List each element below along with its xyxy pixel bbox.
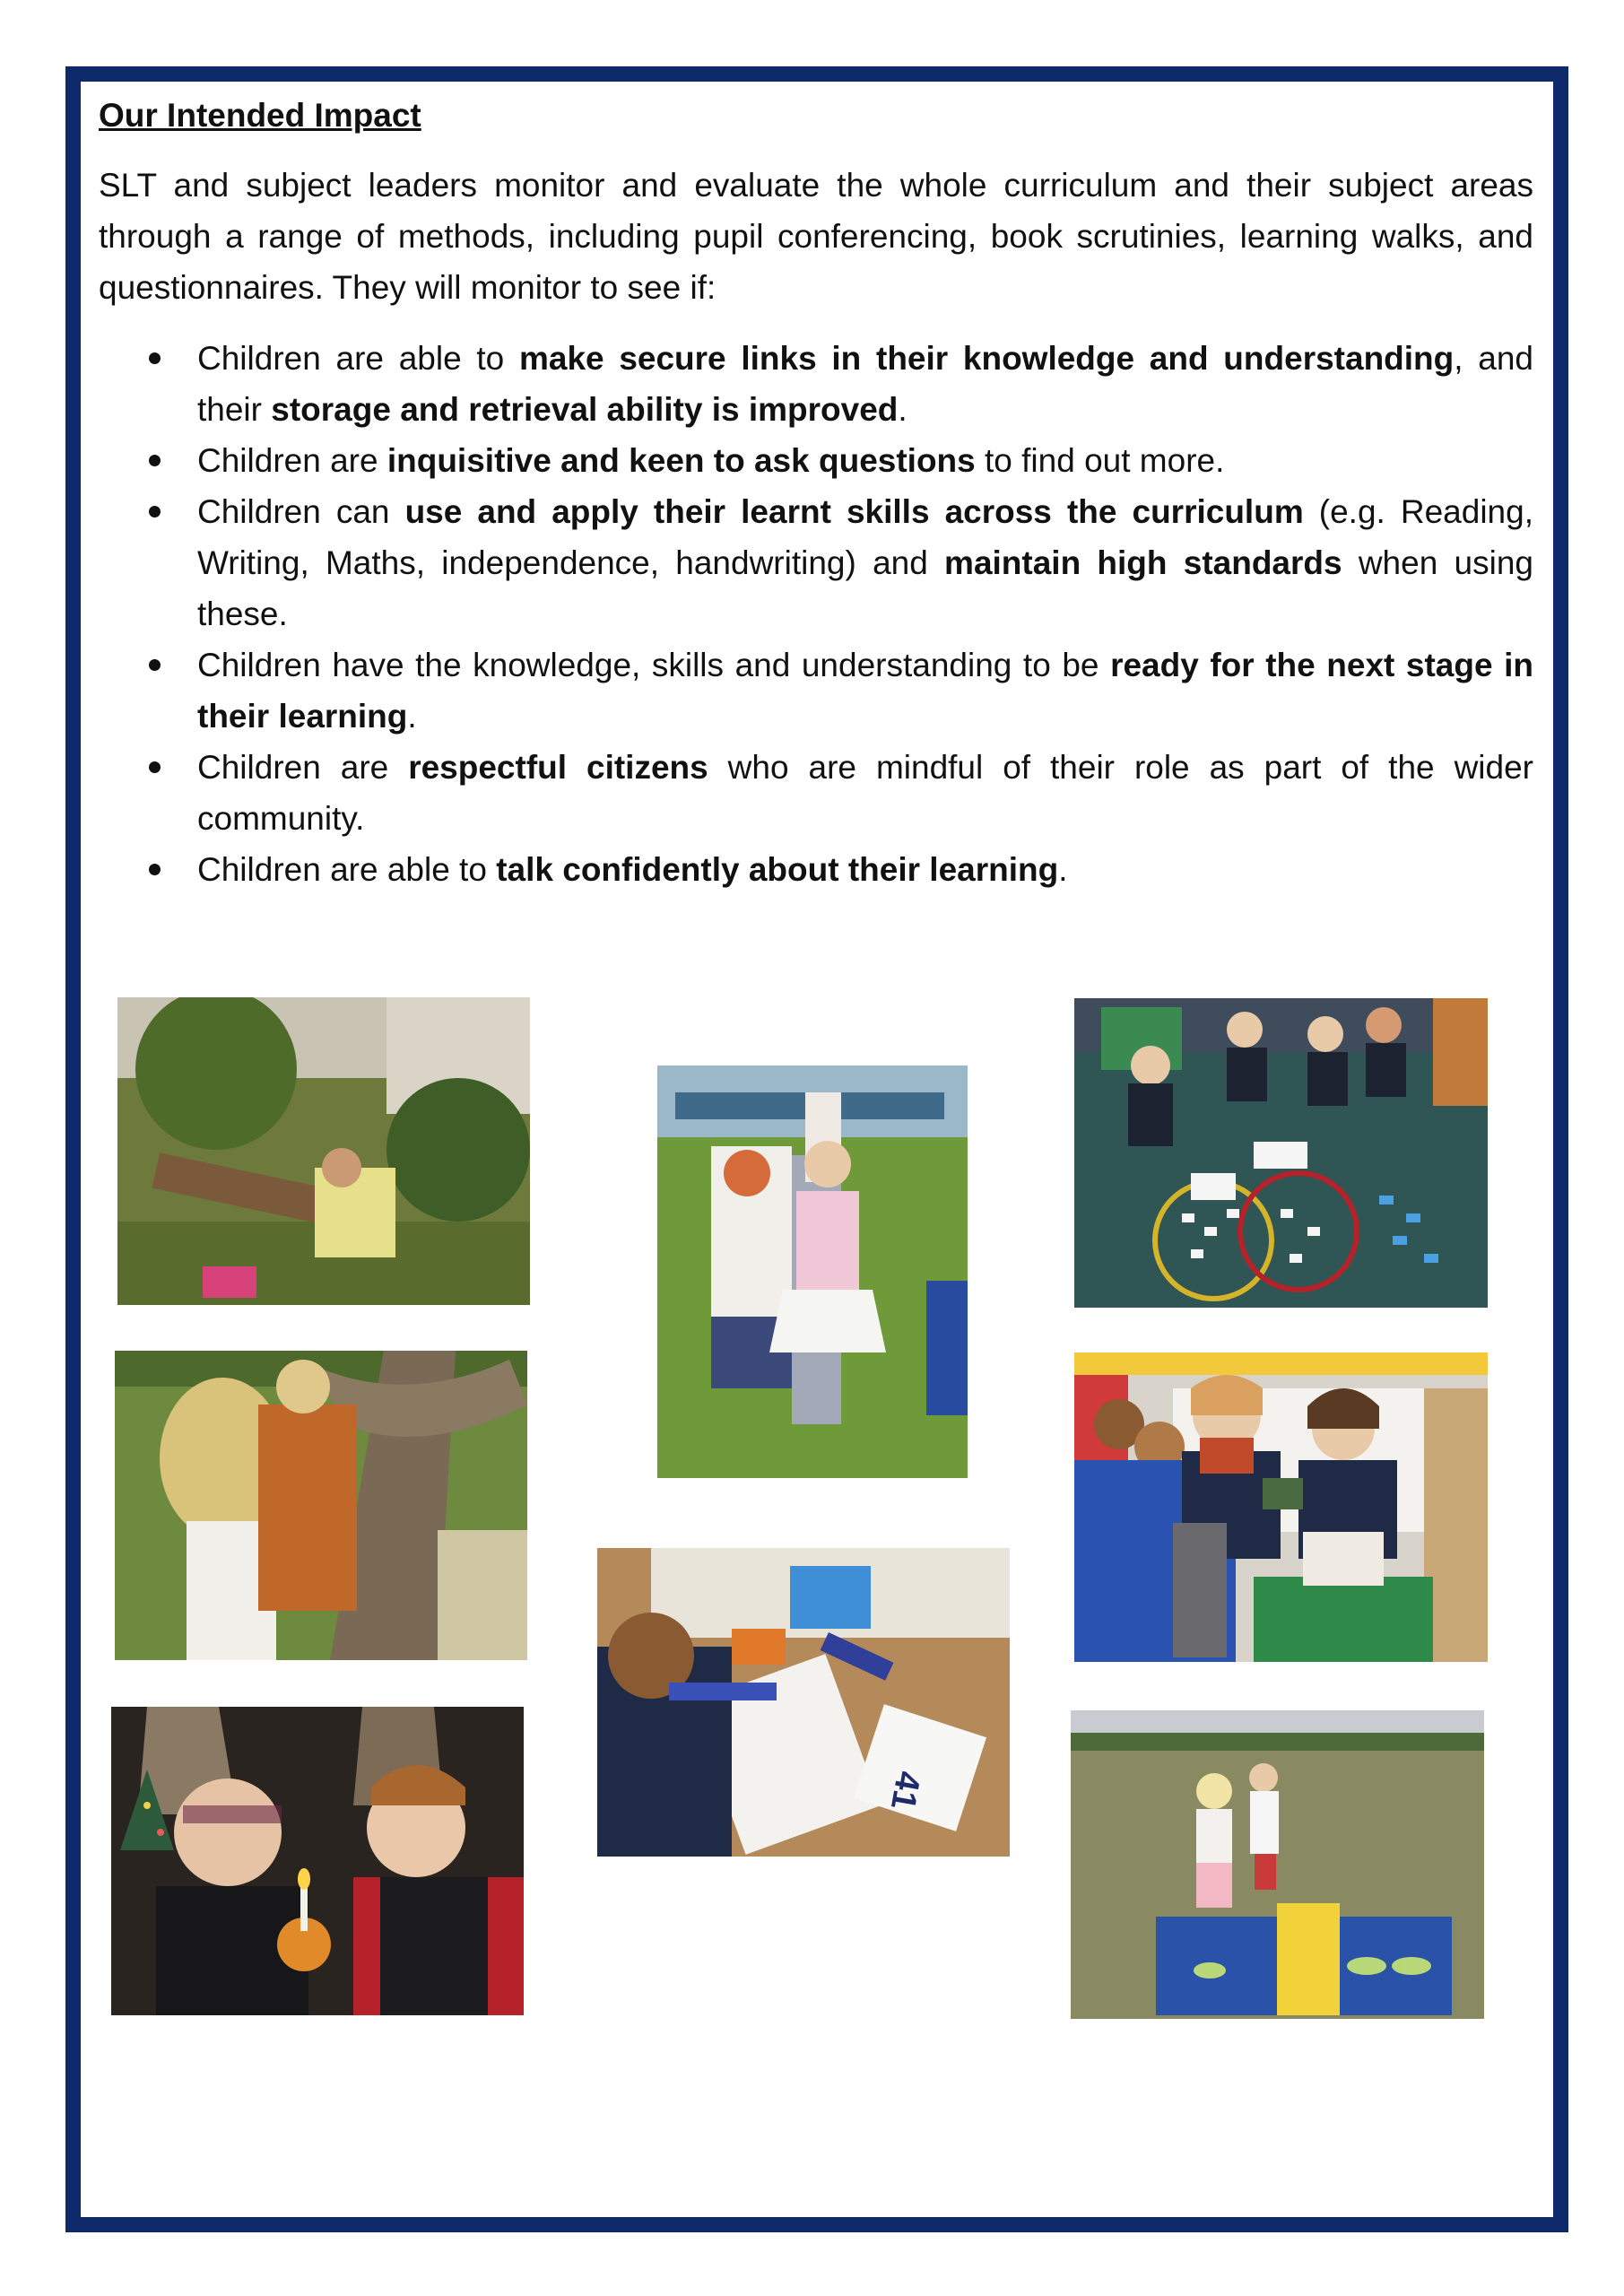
intro-paragraph: SLT and subject leaders monitor and evaluate the whole curriculum and their subject areas through a range of methods, including pupil conferencing, book scrutinies, learning walks, and questionnaires. They will monitor to see if: (99, 167, 1533, 306)
impact-list (99, 333, 1533, 895)
photo-maths-table (597, 1548, 1010, 1857)
bullet-icon (149, 761, 161, 773)
bullet-icon (149, 352, 161, 364)
impact-item: Children are able to make secure links in their knowledge and understanding, and their storage and retrieval ability is improved. (99, 333, 1533, 435)
photo-garden-planting (117, 997, 530, 1305)
section-heading: Our Intended Impact (99, 97, 421, 134)
photo-reading-corner (1074, 1352, 1488, 1662)
photo-playground-dancing (657, 1065, 968, 1478)
impact-item: Children have the knowledge, skills and understanding to be ready for the next stage in their learning. (99, 639, 1533, 742)
photo-candle-service (111, 1707, 524, 2015)
bullet-icon (149, 506, 161, 517)
photo-sorting-hoops (1074, 998, 1488, 1308)
photo-tree-bark (115, 1351, 527, 1660)
impact-item: Children are respectful citizens who are mindful of their role as part of the wider community. (99, 742, 1533, 844)
bullet-icon (149, 864, 161, 875)
impact-item: Children are able to talk confidently about their learning. (99, 844, 1533, 895)
bullet-icon (149, 455, 161, 466)
photo-field-mat (1071, 1710, 1484, 2019)
impact-item: Children can use and apply their learnt skills across the curriculum (e.g. Reading, Writing, Maths, independence, handwriting) and maintain high standards when using these. (99, 486, 1533, 639)
impact-item: Children are inquisitive and keen to ask questions to find out more. (99, 435, 1533, 486)
bullet-icon (149, 659, 161, 671)
document-body (99, 97, 1533, 895)
svg-text:41: 41 (883, 1768, 927, 1813)
